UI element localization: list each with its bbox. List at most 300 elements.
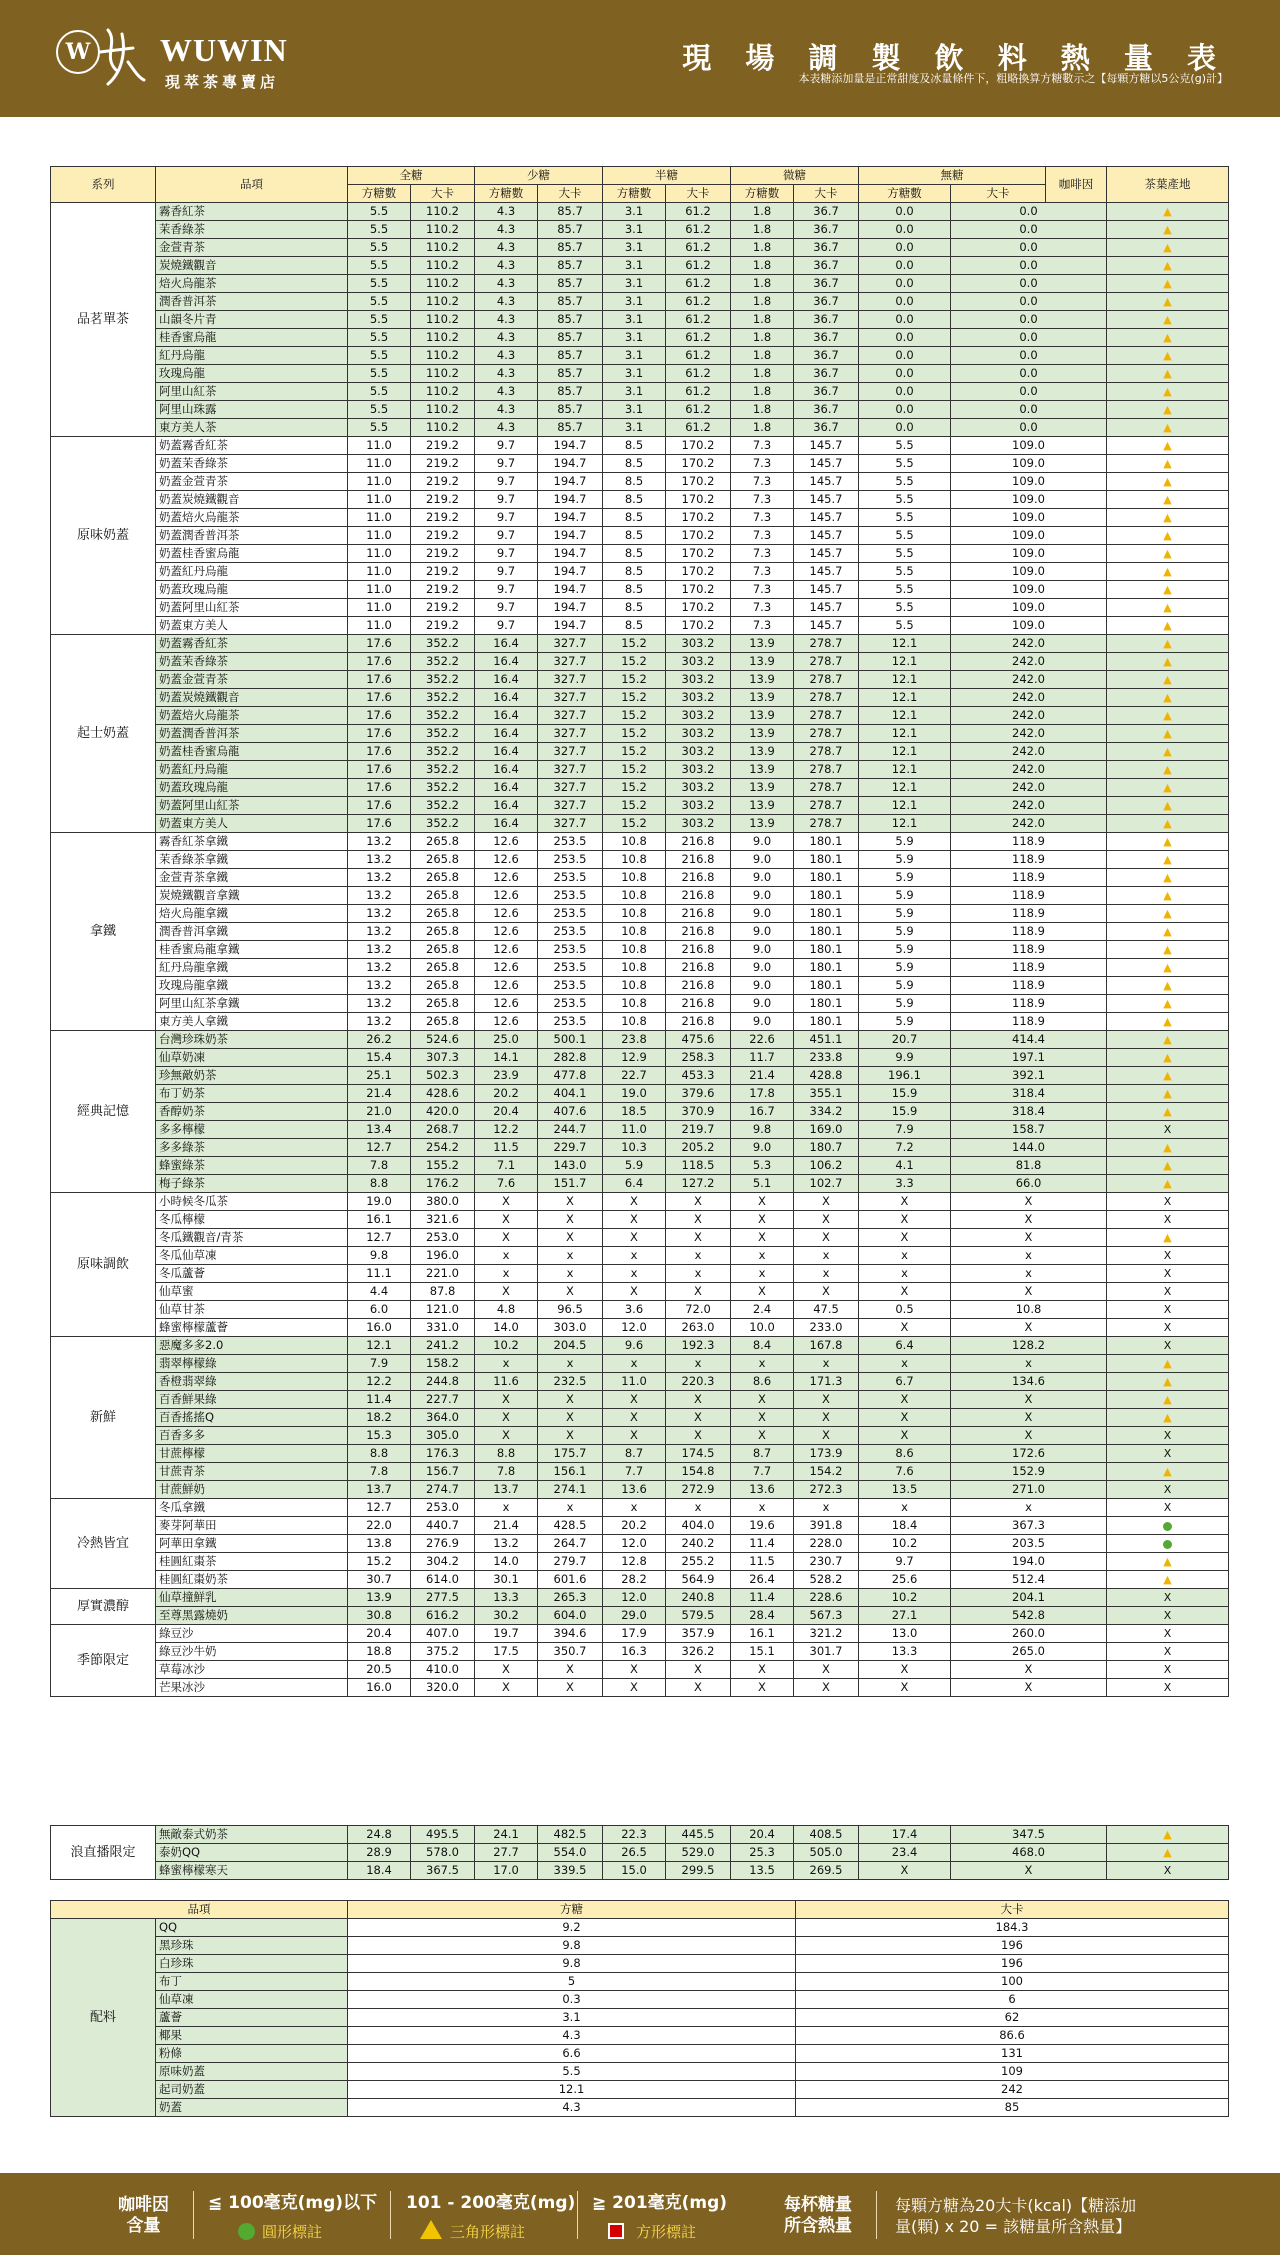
sugar-cubes-cell: 4.3 (475, 383, 538, 401)
sugar-cubes-cell: 16.0 (348, 1679, 411, 1697)
caffeine-cell (1107, 635, 1229, 653)
sugar-cubes-cell: 3.3 (859, 1175, 951, 1193)
item-name: 奶蓋東方美人 (156, 815, 348, 833)
kcal-cell: 61.2 (666, 419, 731, 437)
sugar-cubes-cell: X (603, 1391, 666, 1409)
table-row (51, 1103, 1229, 1121)
table-row (51, 221, 1229, 239)
kcal-cell: 102.7 (794, 1175, 859, 1193)
kcal-cell: X (538, 1229, 603, 1247)
caffeine-low-range: ≦ 100毫克(mg)以下 (208, 2193, 378, 2213)
kcal-cell: 180.1 (794, 833, 859, 851)
table-row (51, 1373, 1229, 1391)
sugar-cubes-cell: 12.6 (475, 923, 538, 941)
sugar-cubes-cell: 26.2 (348, 1031, 411, 1049)
kcal-cell: 152.9 (951, 1463, 1107, 1481)
sugar-cubes-cell: 196.1 (859, 1067, 951, 1085)
sugar-cubes-cell: 5.5 (348, 347, 411, 365)
caffeine-mid-mark: 三角形標註 (450, 2223, 526, 2241)
table-row (51, 941, 1229, 959)
caffeine-cell: X (1107, 1337, 1229, 1355)
sugar-cubes-cell: 21.4 (348, 1085, 411, 1103)
caffeine-low-mark: 圓形標註 (262, 2223, 323, 2241)
kcal-cell: 303.2 (666, 743, 731, 761)
item-name: 焙火烏龍茶 (156, 275, 348, 293)
sugar-cubes-cell: 8.8 (475, 1445, 538, 1463)
sugar-cubes-cell: 9.0 (731, 995, 794, 1013)
sugar-cubes-cell: 1.8 (731, 329, 794, 347)
sugar-cubes-cell: 27.7 (475, 1844, 538, 1862)
sugar-cubes-cell: 10.8 (603, 869, 666, 887)
item-name: 奶蓋東方美人 (156, 617, 348, 635)
item-name: 炭燒鐵觀音 (156, 257, 348, 275)
sugar-cubes-cell: x (475, 1247, 538, 1265)
kcal-cell: 110.2 (411, 365, 475, 383)
kcal-cell: 85.7 (538, 311, 603, 329)
kcal-cell: 321.6 (411, 1211, 475, 1229)
kcal-cell: 36.7 (794, 203, 859, 221)
sugar-cubes-cell: 7.3 (731, 473, 794, 491)
header-sugar-light: 微糖 (731, 167, 859, 185)
table-row (51, 473, 1229, 491)
kcal-cell: 307.3 (411, 1049, 475, 1067)
sugar-cubes-cell: 21.0 (348, 1103, 411, 1121)
kcal-cell: 318.4 (951, 1085, 1107, 1103)
sugar-cubes-cell: 13.3 (859, 1643, 951, 1661)
item-name: 原味奶蓋 (156, 2063, 348, 2081)
sugar-cubes-cell: 3.1 (603, 347, 666, 365)
table-row (51, 437, 1229, 455)
sugar-label-line1: 每杯糖量 (784, 2195, 852, 2215)
header-cubes: 方糖數 (348, 185, 411, 203)
table-row (51, 1643, 1229, 1661)
table-row (51, 329, 1229, 347)
triangle-icon: ▲ (1163, 673, 1172, 686)
triangle-icon: ▲ (1163, 835, 1172, 848)
kcal-cell: X (666, 1391, 731, 1409)
kcal-cell: 604.0 (538, 1607, 603, 1625)
kcal-cell: 326.2 (666, 1643, 731, 1661)
kcal-cell: 118.5 (666, 1157, 731, 1175)
sugar-cubes-cell: 4.3 (475, 329, 538, 347)
sugar-cubes-cell: 7.7 (603, 1463, 666, 1481)
brand-name: WUWIN (160, 32, 288, 68)
table-row (51, 455, 1229, 473)
sugar-cubes-cell: 9.0 (731, 833, 794, 851)
triangle-icon: ▲ (1163, 511, 1172, 524)
sugar-cubes-cell: 24.1 (475, 1826, 538, 1844)
sugar-cubes-cell: 6.0 (348, 1301, 411, 1319)
kcal-cell: 145.7 (794, 581, 859, 599)
kcal-cell: 36.7 (794, 257, 859, 275)
sugar-cubes-cell: 13.9 (731, 815, 794, 833)
triangle-icon: ▲ (1163, 871, 1172, 884)
kcal-cell: 404.0 (666, 1517, 731, 1535)
kcal-cell: 375.2 (411, 1643, 475, 1661)
kcal-cell: 194.7 (538, 545, 603, 563)
sugar-cubes-cell: 11.6 (475, 1373, 538, 1391)
caffeine-cell: X (1107, 1625, 1229, 1643)
caffeine-cell (1107, 1826, 1229, 1844)
triangle-icon: ▲ (1163, 241, 1172, 254)
sugar-cubes-cell: 12.1 (859, 743, 951, 761)
caffeine-cell (1107, 1355, 1229, 1373)
item-name: 東方美人拿鐵 (156, 1013, 348, 1031)
kcal-cell: 219.2 (411, 509, 475, 527)
sugar-cubes-cell: 5.1 (731, 1175, 794, 1193)
triangle-icon: ▲ (1163, 1069, 1172, 1082)
sugar-cubes-cell: 12.2 (475, 1121, 538, 1139)
caffeine-cell (1107, 1409, 1229, 1427)
sugar-cubes-cell: 17.6 (348, 689, 411, 707)
kcal-cell: X (666, 1283, 731, 1301)
kcal-cell: 265.8 (411, 959, 475, 977)
sugar-cubes-cell: 12.1 (859, 671, 951, 689)
kcal-cell: 0.0 (951, 293, 1107, 311)
kcal-cell: 299.5 (666, 1862, 731, 1880)
sugar-cubes-cell: 9.8 (348, 1937, 796, 1955)
kcal-cell: 260.0 (951, 1625, 1107, 1643)
caffeine-cell: X (1107, 1607, 1229, 1625)
kcal-cell: 192.3 (666, 1337, 731, 1355)
kcal-cell: 253.5 (538, 869, 603, 887)
kcal-cell: 145.7 (794, 617, 859, 635)
header-origin: 茶葉產地 (1107, 167, 1229, 203)
table-row (51, 1826, 1229, 1844)
sugar-cubes-cell: 13.2 (348, 959, 411, 977)
sugar-cubes-cell: 8.8 (348, 1175, 411, 1193)
kcal-cell: X (666, 1193, 731, 1211)
sugar-cubes-cell: 5.9 (859, 833, 951, 851)
sugar-cubes-cell: 7.8 (348, 1463, 411, 1481)
sugar-cubes-cell: 5.9 (859, 959, 951, 977)
sugar-cubes-cell: 1.8 (731, 311, 794, 329)
caffeine-label-line1: 咖啡因 (118, 2195, 169, 2215)
table-row (51, 689, 1229, 707)
kcal-cell: 219.2 (411, 473, 475, 491)
triangle-icon: ▲ (1163, 349, 1172, 362)
kcal-cell: 242.0 (951, 815, 1107, 833)
kcal-cell: 184.3 (796, 1919, 1229, 1937)
kcal-cell: 244.8 (411, 1373, 475, 1391)
table-row (51, 401, 1229, 419)
header-sugar-less: 少糖 (475, 167, 603, 185)
kcal-cell: 36.7 (794, 221, 859, 239)
sugar-cubes-cell: 9.7 (475, 617, 538, 635)
sugar-cubes-cell: 12.7 (348, 1499, 411, 1517)
kcal-cell: 352.2 (411, 707, 475, 725)
item-name: 奶蓋 (156, 2099, 348, 2117)
sugar-cubes-cell: 12.8 (603, 1553, 666, 1571)
kcal-cell: X (666, 1679, 731, 1697)
kcal-cell: 109.0 (951, 617, 1107, 635)
sugar-cubes-cell: X (475, 1427, 538, 1445)
sugar-cubes-cell: 13.5 (731, 1862, 794, 1880)
sugar-cubes-cell: X (603, 1211, 666, 1229)
triangle-icon: ▲ (1163, 583, 1172, 596)
sugar-cubes-cell: 21.4 (475, 1517, 538, 1535)
sugar-cubes-cell: 30.7 (348, 1571, 411, 1589)
table-row (51, 1937, 1229, 1955)
kcal-cell: 61.2 (666, 347, 731, 365)
kcal-cell: 118.9 (951, 959, 1107, 977)
kcal-cell: 350.7 (538, 1643, 603, 1661)
kcal-cell: 197.1 (951, 1049, 1107, 1067)
kcal-cell: X (951, 1229, 1107, 1247)
limited-table (50, 1825, 1229, 1880)
kcal-cell: X (951, 1319, 1107, 1337)
triangle-icon: ▲ (1163, 619, 1172, 632)
item-name: 草莓冰沙 (156, 1661, 348, 1679)
kcal-cell: 180.1 (794, 869, 859, 887)
sugar-cubes-cell: 11.4 (348, 1391, 411, 1409)
sugar-cubes-cell: 11.0 (348, 509, 411, 527)
sugar-cubes-cell: 5.5 (348, 293, 411, 311)
caffeine-cell (1107, 1463, 1229, 1481)
item-name: 奶蓋茉香綠茶 (156, 653, 348, 671)
sugar-cubes-cell: 8.5 (603, 509, 666, 527)
item-name: 奶蓋阿里山紅茶 (156, 797, 348, 815)
sugar-cubes-cell: 5.5 (859, 491, 951, 509)
kcal-cell: 216.8 (666, 941, 731, 959)
sugar-cubes-cell: 11.0 (348, 545, 411, 563)
caffeine-cell (1107, 365, 1229, 383)
sugar-cubes-cell: 19.6 (731, 1517, 794, 1535)
category-cell: 經典記憶 (51, 1031, 156, 1193)
kcal-cell: 216.8 (666, 887, 731, 905)
sugar-cubes-cell: X (731, 1409, 794, 1427)
kcal-cell: 327.7 (538, 761, 603, 779)
table-row (51, 1571, 1229, 1589)
sugar-cubes-cell: 13.9 (731, 743, 794, 761)
kcal-cell: 0.0 (951, 329, 1107, 347)
item-name: 奶蓋焙火烏龍茶 (156, 707, 348, 725)
triangle-icon: ▲ (1163, 223, 1172, 236)
sugar-cubes-cell: x (859, 1355, 951, 1373)
sugar-cubes-cell: 15.2 (603, 797, 666, 815)
kcal-cell: 151.7 (538, 1175, 603, 1193)
sugar-cubes-cell: 13.5 (859, 1481, 951, 1499)
kcal-cell: 216.8 (666, 833, 731, 851)
divider (390, 2191, 391, 2239)
item-name: 蘆薈 (156, 2009, 348, 2027)
item-name: 冬瓜仙草凍 (156, 1247, 348, 1265)
sugar-cubes-cell: 5 (348, 1973, 796, 1991)
caffeine-cell (1107, 851, 1229, 869)
kcal-cell: 475.6 (666, 1031, 731, 1049)
kcal-cell: 109.0 (951, 527, 1107, 545)
sugar-cubes-cell: 10.8 (603, 833, 666, 851)
caffeine-cell: X (1107, 1481, 1229, 1499)
sugar-cubes-cell: 0.3 (348, 1991, 796, 2009)
table-row (51, 635, 1229, 653)
kcal-cell: 451.1 (794, 1031, 859, 1049)
kcal-cell: 327.7 (538, 707, 603, 725)
sugar-cubes-cell: 0.0 (859, 275, 951, 293)
kcal-cell: 278.7 (794, 761, 859, 779)
header-kcal: 大卡 (411, 185, 475, 203)
sugar-cubes-cell: 16.1 (348, 1211, 411, 1229)
sugar-cubes-cell: 17.6 (348, 725, 411, 743)
sugar-cubes-cell: 7.3 (731, 455, 794, 473)
triangle-icon: ▲ (1163, 637, 1172, 650)
sugar-cubes-cell: 7.9 (348, 1355, 411, 1373)
sugar-cubes-cell: 8.5 (603, 617, 666, 635)
sugar-cubes-cell: 9.9 (859, 1049, 951, 1067)
kcal-cell: 578.0 (411, 1844, 475, 1862)
sugar-cubes-cell: 7.3 (731, 437, 794, 455)
page-title: 現 場 調 製 飲 料 熱 量 表 (682, 41, 1228, 75)
caffeine-cell (1107, 815, 1229, 833)
kcal-cell: 85.7 (538, 347, 603, 365)
kcal-cell: 85.7 (538, 239, 603, 257)
kcal-cell: 170.2 (666, 581, 731, 599)
kcal-cell: 109.0 (951, 473, 1107, 491)
table-row (51, 2063, 1229, 2081)
kcal-cell: 391.8 (794, 1517, 859, 1535)
kcal-cell: 614.0 (411, 1571, 475, 1589)
kcal-cell: 87.8 (411, 1283, 475, 1301)
kcal-cell: 253.5 (538, 851, 603, 869)
triangle-icon: ▲ (1163, 1555, 1172, 1568)
kcal-cell: X (951, 1661, 1107, 1679)
item-name: 香醇奶茶 (156, 1103, 348, 1121)
sugar-cubes-cell: 13.7 (348, 1481, 411, 1499)
kcal-cell: X (794, 1283, 859, 1301)
sugar-cubes-cell: 4.1 (859, 1157, 951, 1175)
table-row (51, 1121, 1229, 1139)
item-name: 甘蔗鮮奶 (156, 1481, 348, 1499)
sugar-cubes-cell: 3.1 (603, 221, 666, 239)
sugar-cubes-cell: 9.7 (475, 437, 538, 455)
table-row (51, 869, 1229, 887)
sugar-cubes-cell: 22.3 (603, 1826, 666, 1844)
kcal-cell: X (538, 1211, 603, 1229)
kcal-cell: 219.2 (411, 491, 475, 509)
kcal-cell: 352.2 (411, 761, 475, 779)
sugar-cubes-cell: X (731, 1229, 794, 1247)
kcal-cell: 529.0 (666, 1844, 731, 1862)
kcal-cell: 36.7 (794, 311, 859, 329)
triangle-icon: ▲ (1163, 799, 1172, 812)
sugar-note (895, 2195, 1136, 2237)
kcal-cell: 216.8 (666, 851, 731, 869)
kcal-cell: 428.6 (411, 1085, 475, 1103)
sugar-cubes-cell: x (475, 1499, 538, 1517)
triangle-icon: ▲ (1163, 295, 1172, 308)
category-cell: 季節限定 (51, 1625, 156, 1697)
sugar-cubes-cell: x (475, 1265, 538, 1283)
sugar-cubes-cell: 11.1 (348, 1265, 411, 1283)
sugar-cubes-cell: 16.4 (475, 779, 538, 797)
sugar-cubes-cell: 12.1 (859, 761, 951, 779)
triangle-icon: ▲ (1163, 403, 1172, 416)
kcal-cell: 414.4 (951, 1031, 1107, 1049)
sugar-cubes-cell: 12.1 (348, 2081, 796, 2099)
kcal-cell: X (538, 1661, 603, 1679)
kcal-cell: 118.9 (951, 851, 1107, 869)
sugar-cubes-cell: 8.5 (603, 545, 666, 563)
sugar-cubes-cell: 13.2 (475, 1535, 538, 1553)
sugar-cubes-cell: 17.9 (603, 1625, 666, 1643)
sugar-cubes-cell: 12.1 (859, 653, 951, 671)
sugar-cubes-cell: 5.5 (859, 455, 951, 473)
sugar-cubes-cell: 16.0 (348, 1319, 411, 1337)
sugar-label (784, 2195, 852, 2237)
triangle-icon: ▲ (1163, 457, 1172, 470)
sugar-cubes-cell: 10.2 (475, 1337, 538, 1355)
kcal-cell: 495.5 (411, 1826, 475, 1844)
item-name: 綠豆沙牛奶 (156, 1643, 348, 1661)
kcal-cell: 194.7 (538, 617, 603, 635)
table-row (51, 293, 1229, 311)
kcal-cell: 352.2 (411, 797, 475, 815)
item-name: 桂香蜜烏龍拿鐵 (156, 941, 348, 959)
sugar-cubes-cell: 18.2 (348, 1409, 411, 1427)
sugar-cubes-cell: X (859, 1193, 951, 1211)
sugar-cubes-cell: 15.1 (731, 1643, 794, 1661)
kcal-cell: 145.7 (794, 437, 859, 455)
sugar-cubes-cell: 12.1 (859, 725, 951, 743)
kcal-cell: 347.5 (951, 1826, 1107, 1844)
kcal-cell: 352.2 (411, 653, 475, 671)
kcal-cell: 327.7 (538, 689, 603, 707)
kcal-cell: 110.2 (411, 347, 475, 365)
sugar-cubes-cell: 8.5 (603, 491, 666, 509)
kcal-cell: 61.2 (666, 365, 731, 383)
kcal-cell: 85.7 (538, 275, 603, 293)
item-name: 奶蓋炭燒鐵觀音 (156, 689, 348, 707)
kcal-cell: X (951, 1409, 1107, 1427)
triangle-icon: ▲ (1163, 475, 1172, 488)
sugar-cubes-cell: 18.4 (348, 1862, 411, 1880)
caffeine-cell (1107, 1175, 1229, 1193)
sugar-cubes-cell: 8.5 (603, 473, 666, 491)
kcal-cell: 327.7 (538, 743, 603, 761)
sugar-cubes-cell: 15.0 (603, 1862, 666, 1880)
table-row (51, 725, 1229, 743)
kcal-cell: 219.2 (411, 599, 475, 617)
kcal-cell: 36.7 (794, 329, 859, 347)
caffeine-cell: X (1107, 1427, 1229, 1445)
kcal-cell: 352.2 (411, 743, 475, 761)
item-name: 奶蓋玫瑰烏龍 (156, 779, 348, 797)
sugar-cubes-cell: 13.9 (731, 707, 794, 725)
top-banner (0, 0, 1280, 117)
kcal-cell: 110.2 (411, 239, 475, 257)
triangle-icon: ▲ (1163, 745, 1172, 758)
kcal-cell: 85.7 (538, 221, 603, 239)
kcal-cell: 180.1 (794, 905, 859, 923)
kcal-cell: 180.1 (794, 1013, 859, 1031)
sugar-cubes-cell: 10.8 (603, 941, 666, 959)
kcal-cell: 232.5 (538, 1373, 603, 1391)
sugar-cubes-cell: 13.3 (475, 1589, 538, 1607)
table-row (51, 653, 1229, 671)
kcal-cell: 601.6 (538, 1571, 603, 1589)
kcal-cell: X (951, 1193, 1107, 1211)
sugar-cubes-cell: X (859, 1211, 951, 1229)
sugar-cubes-cell: 13.0 (859, 1625, 951, 1643)
kcal-cell: 352.2 (411, 635, 475, 653)
header-sugar-half: 半糖 (603, 167, 731, 185)
caffeine-cell (1107, 617, 1229, 635)
sugar-cubes-cell: 4.3 (475, 221, 538, 239)
table-row (51, 923, 1229, 941)
kcal-cell: 180.1 (794, 887, 859, 905)
caffeine-cell (1107, 239, 1229, 257)
item-name: 奶蓋潤香普洱茶 (156, 725, 348, 743)
